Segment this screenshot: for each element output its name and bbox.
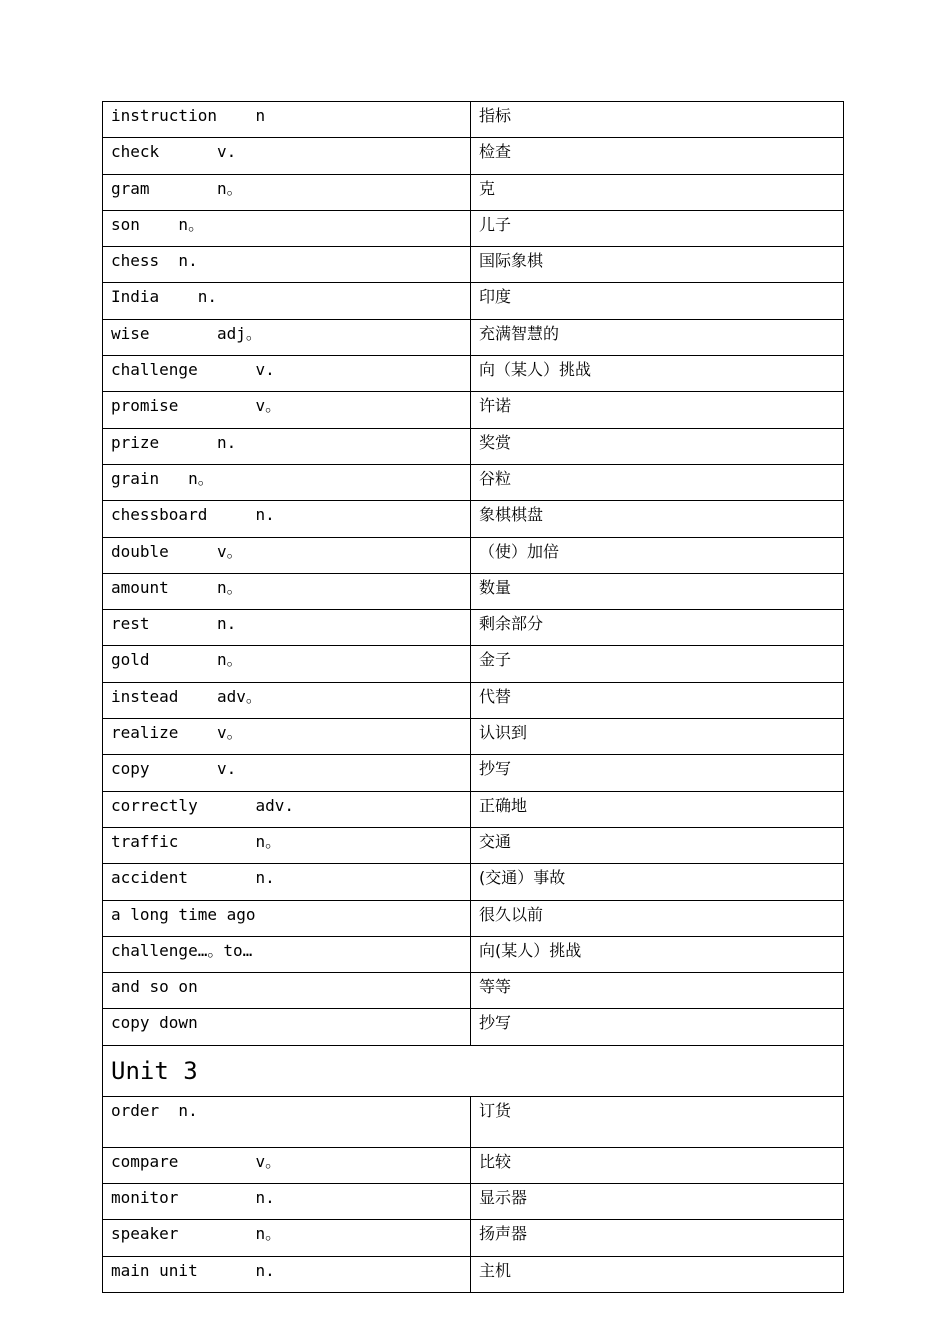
meaning-cell: 检查 bbox=[471, 138, 844, 174]
meaning-cell: 代替 bbox=[471, 682, 844, 718]
table-row bbox=[103, 646, 844, 682]
meaning-cell: 很久以前 bbox=[471, 900, 844, 936]
word-cell: speaker n。 bbox=[103, 1220, 471, 1256]
word-cell: amount n。 bbox=[103, 573, 471, 609]
word-cell: accident n. bbox=[103, 864, 471, 900]
word-cell: rest n. bbox=[103, 610, 471, 646]
unit-heading-row bbox=[103, 1045, 844, 1096]
meaning-cell: 向(某人）挑战 bbox=[471, 936, 844, 972]
table-row bbox=[103, 973, 844, 1009]
meaning-cell: 谷粒 bbox=[471, 464, 844, 500]
table-row bbox=[103, 1009, 844, 1045]
word-cell: realize v。 bbox=[103, 719, 471, 755]
table-row bbox=[103, 537, 844, 573]
word-cell: monitor n. bbox=[103, 1184, 471, 1220]
table-row bbox=[103, 755, 844, 791]
table-row bbox=[103, 610, 844, 646]
vocabulary-table bbox=[102, 101, 844, 1293]
table-row bbox=[103, 428, 844, 464]
meaning-cell: 儿子 bbox=[471, 210, 844, 246]
table-row bbox=[103, 247, 844, 283]
table-row bbox=[103, 827, 844, 863]
table-row bbox=[103, 501, 844, 537]
meaning-cell: 比较 bbox=[471, 1147, 844, 1183]
meaning-cell: (交通）事故 bbox=[471, 864, 844, 900]
word-cell: a long time ago bbox=[103, 900, 471, 936]
table-row bbox=[103, 319, 844, 355]
meaning-cell: 扬声器 bbox=[471, 1220, 844, 1256]
word-cell: copy v. bbox=[103, 755, 471, 791]
table-row bbox=[103, 1096, 844, 1147]
meaning-cell: 主机 bbox=[471, 1256, 844, 1292]
meaning-cell: 数量 bbox=[471, 573, 844, 609]
meaning-cell: 剩余部分 bbox=[471, 610, 844, 646]
word-cell: prize n. bbox=[103, 428, 471, 464]
word-cell: gram n。 bbox=[103, 174, 471, 210]
word-cell: compare v。 bbox=[103, 1147, 471, 1183]
table-row bbox=[103, 102, 844, 138]
meaning-cell: 象棋棋盘 bbox=[471, 501, 844, 537]
table-row bbox=[103, 356, 844, 392]
table-row bbox=[103, 936, 844, 972]
meaning-cell: 正确地 bbox=[471, 791, 844, 827]
word-cell: wise adj。 bbox=[103, 319, 471, 355]
word-cell: chessboard n. bbox=[103, 501, 471, 537]
table-row bbox=[103, 1147, 844, 1183]
table-row bbox=[103, 719, 844, 755]
meaning-cell: 金子 bbox=[471, 646, 844, 682]
word-cell: instruction n bbox=[103, 102, 471, 138]
meaning-cell: （使）加倍 bbox=[471, 537, 844, 573]
word-cell: challenge v. bbox=[103, 356, 471, 392]
word-cell: grain n。 bbox=[103, 464, 471, 500]
table-row bbox=[103, 573, 844, 609]
meaning-cell: 克 bbox=[471, 174, 844, 210]
table-row bbox=[103, 1256, 844, 1292]
table-row bbox=[103, 283, 844, 319]
meaning-cell: 抄写 bbox=[471, 755, 844, 791]
word-cell: and so on bbox=[103, 973, 471, 1009]
word-cell: double v。 bbox=[103, 537, 471, 573]
word-cell: challenge…。to… bbox=[103, 936, 471, 972]
meaning-cell: 许诺 bbox=[471, 392, 844, 428]
word-cell: order n. bbox=[103, 1096, 471, 1147]
meaning-cell: 指标 bbox=[471, 102, 844, 138]
word-cell: son n。 bbox=[103, 210, 471, 246]
meaning-cell: 认识到 bbox=[471, 719, 844, 755]
table-row bbox=[103, 864, 844, 900]
table-row bbox=[103, 138, 844, 174]
meaning-cell: 显示器 bbox=[471, 1184, 844, 1220]
word-cell: traffic n。 bbox=[103, 827, 471, 863]
meaning-cell: 抄写 bbox=[471, 1009, 844, 1045]
table-row bbox=[103, 464, 844, 500]
word-cell: chess n. bbox=[103, 247, 471, 283]
table-row bbox=[103, 210, 844, 246]
word-cell: India n. bbox=[103, 283, 471, 319]
table-row bbox=[103, 1220, 844, 1256]
word-cell: copy down bbox=[103, 1009, 471, 1045]
meaning-cell: 充满智慧的 bbox=[471, 319, 844, 355]
table-row bbox=[103, 682, 844, 718]
word-cell: promise v。 bbox=[103, 392, 471, 428]
meaning-cell: 国际象棋 bbox=[471, 247, 844, 283]
table-row bbox=[103, 174, 844, 210]
meaning-cell: 交通 bbox=[471, 827, 844, 863]
word-cell: gold n。 bbox=[103, 646, 471, 682]
word-cell: correctly adv. bbox=[103, 791, 471, 827]
meaning-cell: 奖赏 bbox=[471, 428, 844, 464]
meaning-cell: 订货 bbox=[471, 1096, 844, 1147]
table-row bbox=[103, 900, 844, 936]
unit-heading: Unit 3 bbox=[103, 1045, 844, 1096]
word-cell: instead adv。 bbox=[103, 682, 471, 718]
meaning-cell: 向（某人）挑战 bbox=[471, 356, 844, 392]
meaning-cell: 等等 bbox=[471, 973, 844, 1009]
table-row bbox=[103, 1184, 844, 1220]
table-row bbox=[103, 392, 844, 428]
word-cell: check v. bbox=[103, 138, 471, 174]
table-row bbox=[103, 791, 844, 827]
word-cell: main unit n. bbox=[103, 1256, 471, 1292]
meaning-cell: 印度 bbox=[471, 283, 844, 319]
